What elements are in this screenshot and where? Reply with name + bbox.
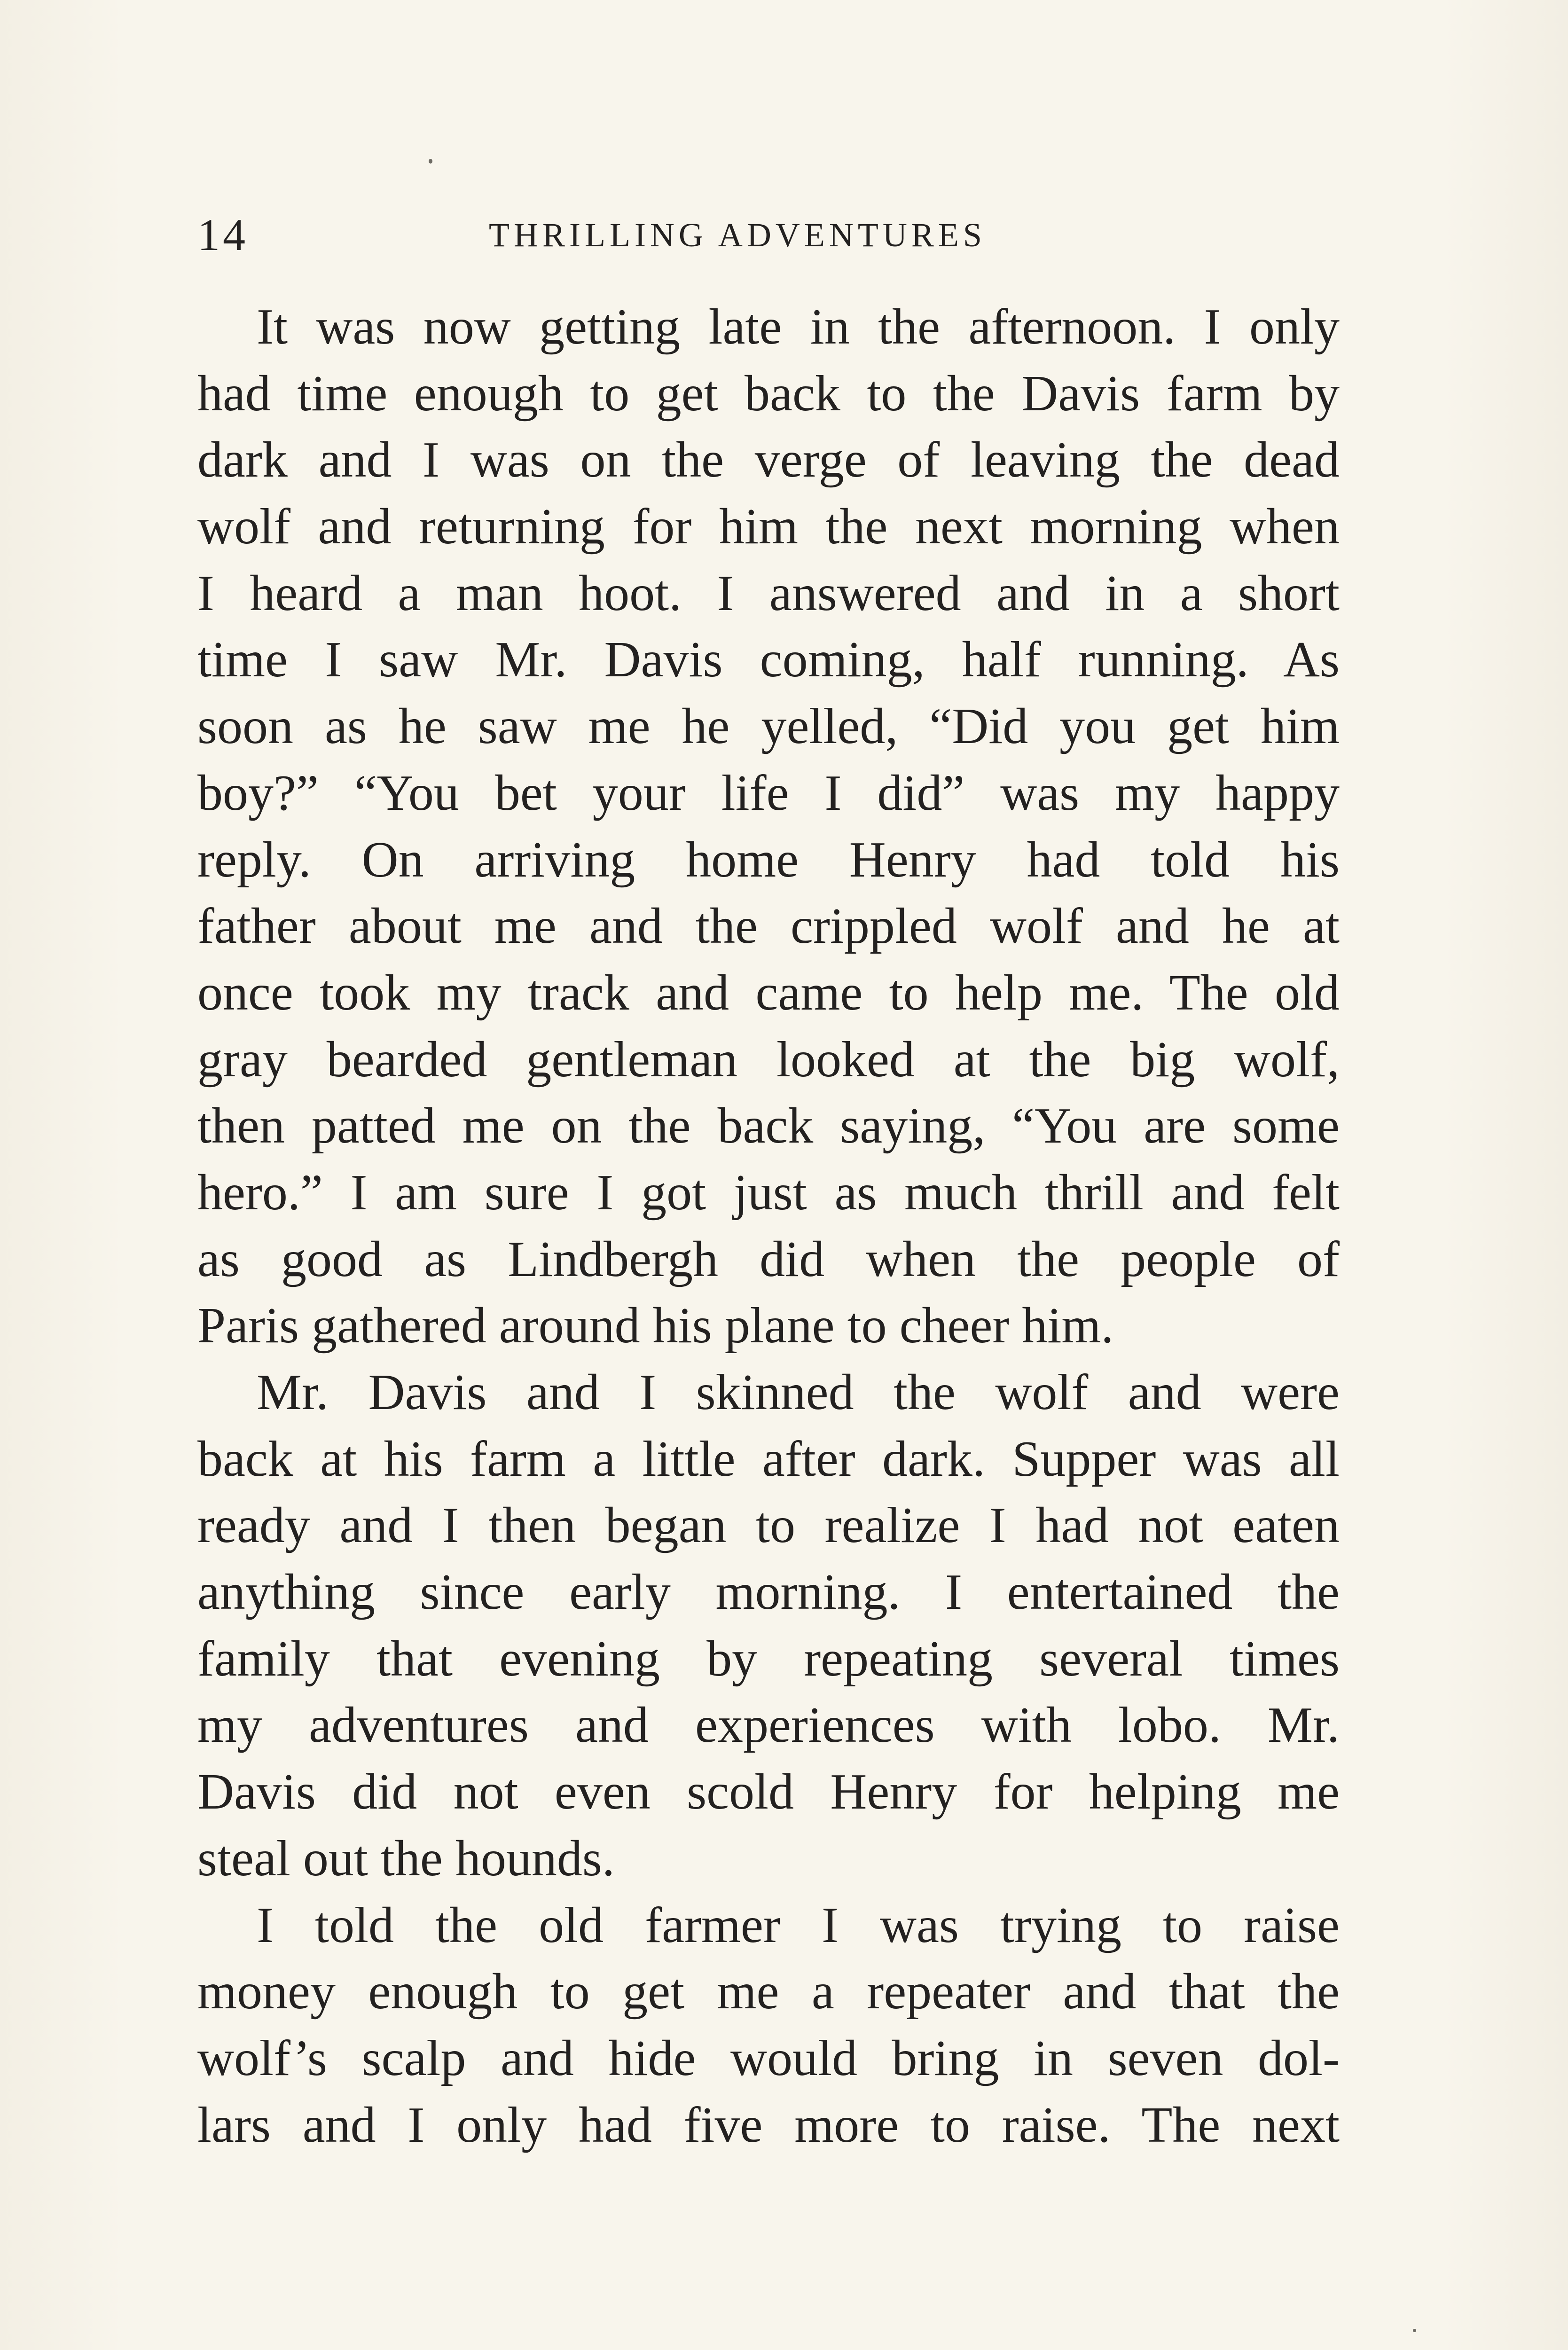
page-number: 14	[197, 210, 248, 260]
text-line: I told the old farmer I was trying to raise	[257, 1897, 1340, 1953]
text-line: Mr. Davis and I skinned the wolf and were	[257, 1364, 1340, 1420]
text-line: money enough to get me a repeater and that the	[197, 1964, 1340, 2020]
page-header	[197, 207, 1340, 263]
text-line: gray bearded gentleman looked at the big wolf,	[197, 1031, 1340, 1088]
text-line: as good as Lindbergh did when the people of	[197, 1231, 1340, 1287]
text-line: anything since early morning. I entertained the	[197, 1564, 1340, 1621]
running-head: THRILLING ADVENTURES	[489, 216, 986, 254]
text-line: then patted me on the back saying, “You are some	[197, 1098, 1340, 1154]
text-line: my adventures and experiences with lobo. Mr.	[197, 1697, 1340, 1754]
body-text	[197, 294, 1340, 2158]
text-line: Davis did not even scold Henry for helping me	[197, 1764, 1340, 1820]
text-line: reply. On arriving home Henry had told his	[197, 831, 1340, 888]
text-line: had time enough to get back to the Davis farm by	[197, 365, 1340, 422]
text-line: steal out the hounds.	[197, 1830, 615, 1887]
text-line: wolf’s scalp and hide would bring in seven dol-	[197, 2030, 1340, 2086]
text-line: ready and I then began to realize I had not eaten	[197, 1497, 1340, 1554]
paper-speck	[429, 159, 432, 164]
text-line: I heard a man hoot. I answered and in a short	[197, 565, 1340, 621]
text-line: father about me and the crippled wolf and he at	[197, 898, 1340, 955]
text-line: time I saw Mr. Davis coming, half running. As	[197, 632, 1340, 688]
text-line: back at his farm a little after dark. Supper was all	[197, 1431, 1340, 1487]
text-line: boy?” “You bet your life I did” was my happy	[197, 765, 1340, 821]
text-line: dark and I was on the verge of leaving the dead	[197, 432, 1340, 488]
text-line: lars and I only had five more to raise. The next	[197, 2097, 1340, 2153]
paper-speck	[1413, 2329, 1416, 2332]
text-line: once took my track and came to help me. The old	[197, 964, 1340, 1021]
text-line: hero.” I am sure I got just as much thrill and felt	[197, 1164, 1340, 1221]
text-line: wolf and returning for him the next morning when	[197, 499, 1340, 555]
text-line: It was now getting late in the afternoon. I only	[257, 299, 1340, 355]
text-line: Paris gathered around his plane to cheer him.	[197, 1298, 1114, 1354]
text-line: family that evening by repeating several times	[197, 1630, 1340, 1687]
text-line: soon as he saw me he yelled, “Did you get him	[197, 698, 1340, 755]
